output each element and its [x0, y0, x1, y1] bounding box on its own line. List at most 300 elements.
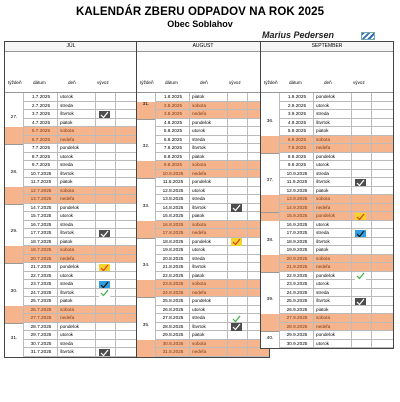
row-day: piatok — [192, 213, 205, 218]
pickup-gray-check-icon — [99, 230, 110, 238]
grid-line — [57, 93, 58, 357]
row-date: 17.7.2025 — [30, 230, 52, 235]
row-date: 4.8.2025 — [163, 119, 183, 125]
pickup-green-check-icon — [355, 272, 366, 280]
table-row — [261, 127, 393, 136]
row-date: 3.9.2025 — [287, 111, 307, 116]
row-day: sobota — [316, 255, 331, 261]
row-day: štvrtok — [316, 179, 330, 184]
row-divider — [155, 356, 269, 357]
table-row — [137, 204, 269, 213]
table-row — [261, 289, 393, 298]
week-number: 39. — [266, 297, 274, 303]
row-date: 8.8.2025 — [163, 153, 183, 159]
row-date: 11.9.2025 — [286, 179, 308, 184]
week-number: 28. — [10, 169, 18, 175]
grid-line — [227, 93, 228, 357]
pickup-blue-check-icon — [99, 281, 110, 289]
table-row — [137, 280, 269, 289]
table-row — [5, 280, 137, 289]
table-row — [261, 144, 393, 153]
table-row — [137, 136, 269, 145]
row-date: 17.9.2025 — [286, 230, 308, 235]
table-row — [261, 161, 393, 170]
row-day: streda — [192, 315, 206, 320]
table-row — [261, 314, 393, 323]
row-date: 22.8.2025 — [162, 272, 184, 278]
week-number: 40. — [266, 335, 274, 341]
row-day: streda — [192, 255, 206, 261]
row-date: 12.8.2025 — [162, 187, 184, 193]
row-date: 29.9.2025 — [286, 332, 308, 337]
row-day: štvrtok — [60, 111, 74, 116]
month-name: AUGUST — [137, 42, 269, 52]
row-date: 22.9.2025 — [286, 272, 308, 278]
table-row — [137, 187, 269, 196]
row-day: pondelok — [316, 153, 336, 159]
grid-line — [351, 93, 352, 348]
row-date: 9.7.2025 — [31, 162, 51, 167]
row-day: piatok — [192, 332, 205, 337]
row-divider — [23, 356, 137, 357]
company-flag-icon — [361, 32, 375, 40]
week-number: 36. — [266, 118, 274, 124]
row-date: 26.9.2025 — [286, 306, 308, 312]
row-day: piatok — [60, 179, 73, 184]
column-header-date: dátum — [33, 80, 46, 85]
row-day: sobota — [60, 187, 75, 193]
row-date: 6.7.2025 — [31, 136, 51, 142]
row-date: 3.7.2025 — [31, 111, 51, 116]
row-day: utorok — [316, 221, 330, 227]
day-rows — [261, 93, 393, 348]
table-row — [261, 221, 393, 230]
row-day: piatok — [192, 272, 205, 278]
row-date: 27.7.2025 — [30, 315, 52, 320]
table-row — [5, 331, 137, 340]
row-date: 11.8.2025 — [162, 179, 184, 184]
column-header-week: týždeň — [8, 80, 22, 85]
grid-line — [115, 93, 116, 357]
row-day: sobota — [316, 136, 331, 142]
row-day: utorok — [316, 340, 330, 346]
table-row — [5, 306, 137, 315]
grid-line — [313, 93, 314, 348]
row-day: štvrtok — [60, 230, 74, 235]
table-row — [5, 127, 137, 136]
row-date: 29.7.2025 — [30, 332, 52, 337]
row-day: pondelok — [192, 238, 212, 244]
week-number: 37. — [266, 178, 274, 184]
row-day: streda — [60, 221, 74, 227]
row-day: streda — [316, 111, 330, 116]
row-day: streda — [60, 102, 74, 108]
table-row — [261, 238, 393, 247]
row-date: 30.7.2025 — [30, 340, 52, 346]
table-row — [261, 297, 393, 306]
row-date: 11.7.2025 — [30, 179, 52, 184]
row-day: utorok — [192, 247, 206, 252]
table-row — [5, 297, 137, 306]
table-row — [5, 93, 137, 102]
row-date: 15.7.2025 — [30, 213, 52, 218]
table-row — [137, 331, 269, 340]
row-day: utorok — [60, 213, 74, 218]
week-separator — [261, 153, 279, 154]
table-row — [137, 102, 269, 111]
row-day: pondelok — [192, 119, 212, 125]
row-day: streda — [316, 170, 330, 176]
grid-line — [95, 93, 96, 357]
row-day: utorok — [316, 281, 330, 286]
row-date: 20.8.2025 — [162, 255, 184, 261]
row-day: sobota — [316, 315, 331, 320]
column-header-pickup: vývoz — [229, 80, 241, 85]
row-day: pondelok — [316, 272, 336, 278]
pickup-gray-check-icon — [231, 323, 242, 331]
row-day: sobota — [60, 247, 75, 252]
table-row — [5, 153, 137, 162]
table-row — [137, 263, 269, 272]
row-day: sobota — [192, 102, 207, 108]
row-day: sobota — [192, 340, 207, 346]
pickup-gray-check-icon — [355, 179, 366, 187]
row-date: 29.8.2025 — [162, 332, 184, 337]
table-row — [261, 153, 393, 162]
row-date: 5.7.2025 — [31, 128, 51, 133]
row-day: pondelok — [60, 204, 80, 210]
row-day: nedeľa — [316, 145, 331, 150]
row-day: nedeľa — [60, 315, 75, 320]
table-row — [5, 102, 137, 111]
row-day: sobota — [192, 162, 207, 167]
table-row — [261, 280, 393, 289]
row-date: 26.8.2025 — [162, 306, 184, 312]
table-row — [261, 93, 393, 102]
row-date: 7.9.2025 — [287, 145, 307, 150]
row-date: 19.7.2025 — [30, 247, 52, 252]
row-day: utorok — [60, 94, 74, 99]
week-separator — [5, 204, 23, 205]
table-row — [137, 238, 269, 247]
row-day: pondelok — [192, 179, 212, 184]
table-row — [5, 212, 137, 221]
row-day: pondelok — [316, 213, 336, 218]
pickup-green-check-icon — [231, 315, 242, 323]
table-row — [5, 187, 137, 196]
table-row — [261, 263, 393, 272]
row-date: 28.7.2025 — [30, 323, 52, 329]
row-day: streda — [192, 196, 206, 201]
table-row — [5, 136, 137, 145]
row-day: streda — [60, 340, 74, 346]
row-date: 6.8.2025 — [163, 136, 183, 142]
table-row — [137, 170, 269, 179]
table-row — [261, 119, 393, 128]
table-row — [5, 272, 137, 281]
table-row — [137, 161, 269, 170]
grid-line — [155, 93, 156, 357]
table-row — [261, 340, 393, 349]
row-day: štvrtok — [60, 170, 74, 176]
table-row — [137, 255, 269, 264]
week-number: 33. — [142, 203, 150, 209]
row-date: 3.8.2025 — [163, 111, 183, 116]
row-date: 4.7.2025 — [31, 119, 51, 125]
row-day: piatok — [316, 306, 329, 312]
table-row — [5, 238, 137, 247]
row-day: utorok — [60, 332, 74, 337]
row-date: 16.8.2025 — [162, 221, 184, 227]
table-row — [5, 229, 137, 238]
row-date: 1.8.2025 — [163, 94, 183, 99]
week-separator — [137, 178, 155, 179]
grid-line — [189, 93, 190, 357]
row-day: nedeľa — [192, 170, 207, 176]
row-day: streda — [316, 289, 330, 295]
row-day: nedeľa — [60, 136, 75, 142]
page-title: KALENDÁR ZBERU ODPADOV NA ROK 2025 — [75, 6, 325, 18]
table-row — [137, 110, 269, 119]
row-date: 14.9.2025 — [286, 204, 308, 210]
row-day: sobota — [60, 306, 75, 312]
row-date: 21.7.2025 — [30, 264, 52, 269]
table-row — [261, 229, 393, 238]
table-row — [5, 255, 137, 264]
row-day: štvrtok — [192, 264, 206, 269]
table-row — [137, 195, 269, 204]
row-day: štvrtok — [60, 349, 74, 354]
row-day: piatok — [316, 187, 329, 193]
row-date: 2.7.2025 — [31, 102, 51, 108]
row-date: 12.9.2025 — [286, 187, 308, 193]
row-date: 25.7.2025 — [30, 298, 52, 303]
week-number: 31. — [10, 335, 18, 341]
table-row — [261, 323, 393, 332]
table-row — [261, 187, 393, 196]
row-day: utorok — [316, 102, 330, 108]
table-row — [137, 272, 269, 281]
row-date: 24.9.2025 — [286, 289, 308, 295]
column-header-day: deň — [200, 80, 208, 85]
table-row — [261, 212, 393, 221]
row-date: 5.8.2025 — [163, 128, 183, 133]
column-header-week: týždeň — [140, 80, 154, 85]
table-row — [5, 170, 137, 179]
table-row — [261, 204, 393, 213]
table-row — [137, 212, 269, 221]
week-number: 27. — [10, 114, 18, 120]
week-separator — [5, 144, 23, 145]
row-day: pondelok — [316, 332, 336, 337]
row-day: nedeľa — [192, 230, 207, 235]
column-header-day: deň — [324, 80, 332, 85]
row-date: 8.9.2025 — [287, 153, 307, 159]
row-date: 31.7.2025 — [30, 349, 52, 354]
grid-line — [247, 93, 248, 357]
table-row — [261, 136, 393, 145]
row-date: 16.9.2025 — [286, 221, 308, 227]
row-day: nedeľa — [60, 196, 75, 201]
row-date: 20.9.2025 — [286, 255, 308, 261]
row-day: pondelok — [60, 145, 80, 150]
row-day: utorok — [192, 128, 206, 133]
week-number: 32. — [142, 144, 150, 150]
row-date: 30.9.2025 — [286, 340, 308, 346]
table-row — [261, 178, 393, 187]
table-row — [5, 289, 137, 298]
row-day: piatok — [60, 238, 73, 244]
week-separator — [261, 331, 279, 332]
row-day: piatok — [60, 119, 73, 125]
week-number: 34. — [142, 263, 150, 269]
row-day: utorok — [192, 187, 206, 193]
table-row — [5, 263, 137, 272]
row-day: pondelok — [60, 323, 80, 329]
table-row — [5, 195, 137, 204]
grid-line — [23, 93, 24, 357]
row-day: piatok — [316, 247, 329, 252]
table-row — [5, 246, 137, 255]
row-day: nedeľa — [192, 349, 207, 354]
week-separator — [137, 297, 155, 298]
column-headers — [5, 52, 137, 93]
row-day: utorok — [60, 272, 74, 278]
table-row — [261, 195, 393, 204]
row-date: 26.7.2025 — [30, 306, 52, 312]
table-row — [137, 306, 269, 315]
row-date: 25.9.2025 — [286, 298, 308, 303]
row-date: 22.7.2025 — [30, 272, 52, 278]
column-header-pickup: vývoz — [353, 80, 365, 85]
row-date: 19.9.2025 — [286, 247, 308, 252]
row-day: piatok — [192, 153, 205, 159]
week-separator — [137, 238, 155, 239]
table-row — [261, 170, 393, 179]
row-date: 5.9.2025 — [287, 128, 307, 133]
month-name: SEPTEMBER — [261, 42, 393, 52]
row-date: 14.8.2025 — [162, 204, 184, 210]
table-row — [5, 178, 137, 187]
row-date: 13.8.2025 — [162, 196, 184, 201]
row-day: streda — [60, 281, 74, 286]
row-day: nedeľa — [192, 289, 207, 295]
pickup-gray-check-icon — [231, 204, 242, 212]
row-divider — [279, 347, 393, 348]
row-date: 10.9.2025 — [286, 170, 308, 176]
row-day: nedeľa — [316, 323, 331, 329]
table-row — [137, 297, 269, 306]
row-day: štvrtok — [192, 323, 206, 329]
week-separator — [261, 272, 279, 273]
table-row — [137, 127, 269, 136]
row-date: 30.8.2025 — [162, 340, 184, 346]
table-row — [137, 289, 269, 298]
row-day: piatok — [316, 128, 329, 133]
row-date: 15.8.2025 — [162, 213, 184, 218]
row-date: 8.7.2025 — [31, 153, 51, 159]
row-day: nedeľa — [192, 111, 207, 116]
row-day: štvrtok — [192, 204, 206, 210]
table-row — [261, 110, 393, 119]
row-date: 13.9.2025 — [286, 196, 308, 201]
row-date: 17.8.2025 — [162, 230, 184, 235]
row-date: 24.8.2025 — [162, 289, 184, 295]
row-date: 27.8.2025 — [162, 315, 184, 320]
row-day: štvrtok — [316, 119, 330, 125]
row-date: 18.7.2025 — [30, 238, 52, 244]
table-row — [137, 348, 269, 357]
table-row — [261, 246, 393, 255]
table-row — [261, 102, 393, 111]
row-day: streda — [316, 230, 330, 235]
row-date: 10.8.2025 — [162, 170, 184, 176]
table-row — [261, 272, 393, 281]
day-rows — [5, 93, 137, 357]
table-row — [5, 161, 137, 170]
table-row — [5, 110, 137, 119]
pickup-green-check-icon — [99, 289, 110, 297]
table-row — [261, 331, 393, 340]
table-row — [5, 204, 137, 213]
week-separator — [137, 119, 155, 120]
row-date: 2.8.2025 — [163, 102, 183, 108]
table-row — [137, 323, 269, 332]
row-day: štvrtok — [60, 289, 74, 295]
column-header-date: dátum — [289, 80, 302, 85]
month-panel-0 — [4, 41, 138, 358]
row-day: pondelok — [60, 264, 80, 269]
table-row — [137, 246, 269, 255]
column-header-day: deň — [68, 80, 76, 85]
pickup-gray-check-icon — [99, 349, 110, 357]
row-date: 16.7.2025 — [30, 221, 52, 227]
table-row — [261, 255, 393, 264]
table-row — [137, 119, 269, 128]
pickup-yellow-check-icon — [99, 264, 110, 272]
row-date: 4.9.2025 — [287, 119, 307, 125]
row-day: streda — [60, 162, 74, 167]
month-panel-2 — [260, 41, 394, 349]
table-row — [137, 340, 269, 349]
row-date: 21.8.2025 — [162, 264, 184, 269]
row-date: 15.9.2025 — [286, 213, 308, 218]
row-date: 20.7.2025 — [30, 255, 52, 261]
row-date: 23.9.2025 — [286, 281, 308, 286]
row-date: 27.9.2025 — [286, 315, 308, 320]
table-row — [5, 119, 137, 128]
row-day: piatok — [192, 94, 205, 99]
municipality-name: Obec Soblahov — [167, 19, 233, 29]
row-day: nedeľa — [316, 264, 331, 269]
row-date: 9.8.2025 — [163, 162, 183, 167]
grid-line — [279, 93, 280, 348]
row-date: 25.8.2025 — [162, 298, 184, 303]
week-separator — [5, 323, 23, 324]
grid-line — [371, 93, 372, 348]
table-row — [261, 306, 393, 315]
table-row — [137, 93, 269, 102]
month-name: JÚL — [5, 42, 137, 52]
row-date: 31.8.2025 — [162, 349, 184, 354]
column-headers — [137, 52, 269, 93]
row-day: štvrtok — [316, 238, 330, 244]
table-row — [137, 314, 269, 323]
week-number: 31. — [142, 101, 150, 107]
pickup-yellow-check-icon — [355, 213, 366, 221]
row-date: 18.8.2025 — [162, 238, 184, 244]
pickup-blue-check-icon — [355, 230, 366, 238]
